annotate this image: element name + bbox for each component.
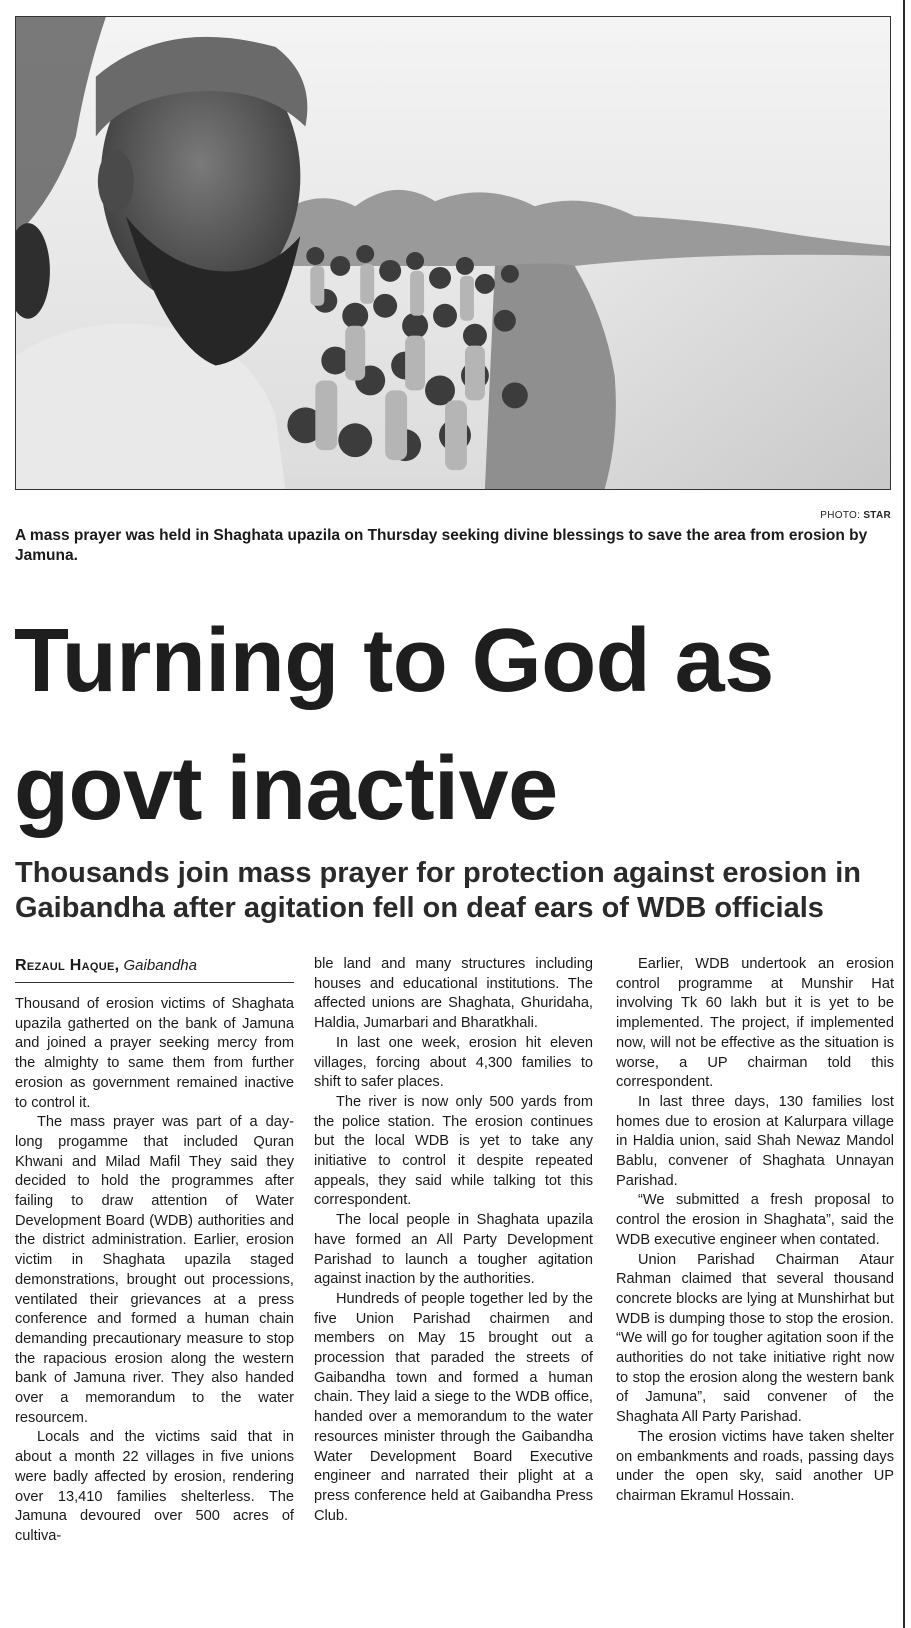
photo-illustration [16,17,890,489]
paragraph: “We submitted a fresh proposal to control the erosion in Shaghata”, said the WDB executive engineer when contated. [616,1192,894,1248]
byline-author: Rezaul Haque, [15,957,120,974]
paragraph: In last one week, erosion hit eleven villages, forcing about 4,300 families to shift to safer places. [314,1034,593,1091]
paragraph: Earlier, WDB undertook an erosion control programme at Munshir Hat involving Tk 60 lakh but it is yet to be implemented. The project, if implemented now, will not be effective as the situation is worse, a UP chairman told this correspondent. [616,956,894,1091]
paragraph: ble land and many structures including houses and educational institutions. The affected unions are Shaghata, Ghuridaha, Haldia, Jumarbari and Bharatkhali. [314,956,593,1032]
photo-credit [820,510,891,521]
byline-location: Gaibandha [123,957,197,974]
paragraph: The erosion victims have taken shelter on embankments and roads, passing days under the open sky, said another UP chairman Ekramul Hossain. [616,1428,894,1504]
paragraph: Thousand of erosion victims of Shaghata upazila gatherted on the bank of Jamuna and joined a prayer seeking mercy from the almighty to same them from further erosion as government remained inactive to control it. [15,996,294,1111]
paragraph: Union Parishad Chairman Ataur Rahman claimed that several thousand concrete blocks are lying at Munshirhat but WDB is dumping those to stop the erosion. “We will go for tougher agitation soon if the authorities do not take initiative right now to stop the erosion along the western bank of Jamuna”, said convener of the Shaghata All Party Parishad. [616,1251,894,1426]
paragraph: Hundreds of people together led by the five Union Parishad chairmen and members on May 15 brought out a procession that paraded the streets of Gaibandha town and formed a human chain. They laid a siege to the WDB office, handed over a memorandum to the water resources minister through the Gaibandha Water Development Board Executive engineer and narrated their plight at a press conference held at Gaibandha Press Club. [314,1290,593,1524]
article-column-3 [616,955,894,1507]
article-headline: Turning to God as govt inactive [14,611,774,839]
news-photo [15,16,891,490]
photo-credit-source: STAR [863,510,891,521]
photo-credit-prefix: PHOTO: [820,510,861,521]
paragraph: The river is now only 500 yards from the police station. The erosion continues but the local WDB is yet to take any initiative to control it despite repeated appeals, they said while talking tot this correspondent. [314,1093,593,1209]
article-column-1 [15,995,294,1547]
article-column-2 [314,955,593,1526]
byline [15,956,294,983]
photo-caption: A mass prayer was held in Shaghata upazila on Thursday seeking divine blessings to save the area from erosion by Jamuna. [15,527,868,564]
paragraph: Locals and the victims said that in about a month 22 villages in five unions were badly affected by erosion, rendering over 13,410 families shelterless. The Jamuna devoured over 500 acres of cultiva- [15,1429,294,1544]
paragraph: The mass prayer was part of a day-long progamme that included Quran Khwani and Milad Mafil They said they decided to hold the programmes after failing to draw attention of Water Development Board (WDB) authorities and the district administration. Earlier, erosion victim in Shaghata upazila staged demonstrations, brought out processions, ventilated their grievances at a press conference and formed a human chain demanding precautionary measure to stop the rapacious erosion along the western bank of Jamuna river. They also handed over a memorandum to the water resourcem. [15,1114,294,1426]
article-subheadline: Thousands join mass prayer for protection against erosion in Gaibandha after agitation fell on deaf ears of WDB officials [15,857,861,924]
paragraph: The local people in Shaghata upazila have formed an All Party Development Parishad to launch a tougher agitation against inaction by the authorities. [314,1212,593,1288]
paragraph: In last three days, 130 families lost homes due to erosion at Kalurpara village in Haldia union, said Shah Newaz Mandol Bablu, convener of Shaghata Unnayan Parishad. [616,1093,894,1189]
